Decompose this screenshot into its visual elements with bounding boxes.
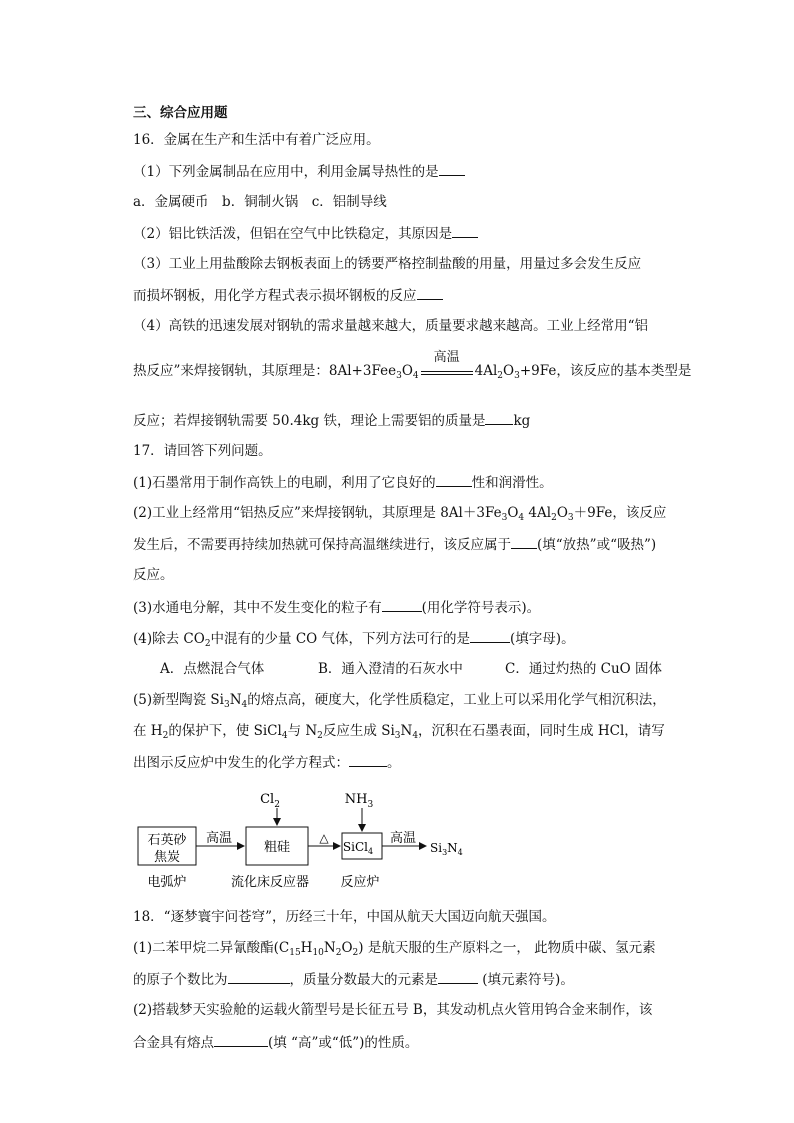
answer-blank[interactable] [470, 629, 510, 643]
box1-line1: 石英砂 [147, 833, 187, 848]
answer-blank[interactable] [452, 224, 478, 238]
process-flow-diagram [130, 786, 490, 896]
box1-line2: 焦炭 [153, 850, 181, 865]
q18-part2-line1: (2)搭载梦天实验舱的运载火箭型号是长征五号 B，其发动机点火管用钨合金来制作，该 [133, 1002, 653, 1018]
answer-blank[interactable] [214, 1033, 268, 1047]
q16-part3-line2: 而损坏钢板，用化学方程式表示损坏钢板的反应 [133, 286, 443, 305]
q17-stem: 17．请回答下列问题。 [133, 443, 272, 459]
q18-stem: 18．“逐梦寰宇问苍穹”，历经三十年，中国从航天大国迈向航天强国。 [133, 909, 556, 925]
chlorine-input: $Cl_2$ [260, 792, 280, 810]
product-label: $Si_3N_4$ [430, 841, 463, 857]
q17-part4: (4)除去 $CO_2$中混有的少量 CO 气体，下列方法可行的是 (填字母)。 [133, 631, 575, 649]
box2-label: 粗硅 [263, 840, 291, 855]
q16-stem: 16．金属在生产和生活中有着广泛应用。 [133, 132, 380, 148]
caption-reactor: 反应炉 [340, 875, 380, 890]
answer-blank[interactable] [349, 753, 387, 767]
q16-part1: （1）下列金属制品在应用中，利用金属导热性的是 [133, 162, 465, 181]
q17-part2-line2: 发生后，不需要再持续加热就可保持高温继续进行，该反应属于 (填“放热”或“吸热”) [133, 537, 657, 553]
arrow3-condition: 高温 [389, 831, 417, 846]
section-title: 三、综合应用题 [133, 105, 228, 121]
q17-part2-line3: 反应。 [133, 567, 174, 583]
q17-part5-line2: 在 $H_2$的保护下，使 SiCl$_4$与 $N_2$反应生成 $Si_3N_4$，沉积在石墨表面，同时生成 HCl，请写 [133, 723, 665, 741]
answer-blank[interactable] [438, 970, 478, 984]
q16-part4-line1: （4）高铁的迅速发展对钢轨的需求量越来越大，质量要求越来越高。工业上经常用“铝 [133, 318, 648, 334]
q17-option-b: B．通入澄清的石灰水中 [318, 661, 463, 677]
q16-part3-line1: （3）工业上用盐酸除去钢板表面上的锈要严格控制盐酸的用量，用量过多会发生反应 [133, 256, 642, 272]
q16-part2: （2）铝比铁活泼，但铝在空气中比铁稳定，其原因是 [133, 224, 478, 243]
box3-label: SiCl$_4$ [342, 840, 374, 856]
q18-part2-line2: 合金具有熔点 (填 “高”或“低”)的性质。 [133, 1035, 419, 1051]
q17-part2-line1: (2)工业上经常用“铝热反应”来焊接钢轨，其原理是 $8Al+3Fe_3O_4$ $4Al_2O_3+9Fe$，该反应 [133, 505, 667, 523]
reaction-condition: 高温 [421, 363, 473, 375]
q17-part5-line1: (5)新型陶瓷 $Si_3N_4$的熔点高，硬度大，化学性质稳定，工业上可以采用化学气相沉积法， [133, 692, 666, 710]
answer-blank[interactable] [511, 535, 537, 549]
q17-part1: (1)石墨常用于制作高铁上的电刷，利用了它良好的 性和润滑性。 [133, 475, 553, 491]
q17-part3: (3)水通电分解，其中不发生变化的粒子有 (用化学符号表示)。 [133, 600, 541, 616]
answer-blank[interactable] [485, 411, 513, 425]
caption-fluidized-bed: 流化床反应器 [230, 875, 310, 890]
answer-blank[interactable] [436, 473, 472, 487]
answer-blank[interactable] [382, 598, 422, 612]
q16-part1-options: a．金属硬币 b．铜制火锅 c．铝制导线 [133, 194, 387, 210]
ammonia-input: $NH_3$ [344, 792, 374, 810]
q16-part4-line3: 反应；若焊接钢轨需要 50.4kg 铁，理论上需要铝的质量是 kg [133, 413, 531, 429]
q16-part4-equation-line: 热反应”来焊接钢轨，其原理是：$8Al+3Fee_3O_4$ 高温 $4Al_2O_3+9Fe$，该反应的基本类型是 [133, 350, 692, 381]
q18-part1-line2: 的原子个数比为 ，质量分数最大的元素是 (填元素符号)。 [133, 972, 574, 988]
caption-arc-furnace: 电弧炉 [147, 875, 187, 890]
q17-part5-line3: 出图示反应炉中发生的化学方程式： 。 [133, 755, 401, 771]
answer-blank[interactable] [417, 286, 443, 300]
arrow2-condition: △ [319, 831, 329, 845]
q17-option-a: A．点燃混合气体 [160, 661, 265, 677]
answer-blank[interactable] [228, 970, 290, 984]
answer-blank[interactable] [439, 162, 465, 176]
q18-part1-line1: (1)二苯甲烷二异氰酸酯$(C_{15}H_{10}N_2O_2)$ 是航天服的生产原料之一， 此物质中碳、氢元素 [133, 940, 656, 958]
q17-option-c: C．通过灼热的 CuO 固体 [505, 661, 663, 677]
arrow1-condition: 高温 [205, 831, 233, 846]
